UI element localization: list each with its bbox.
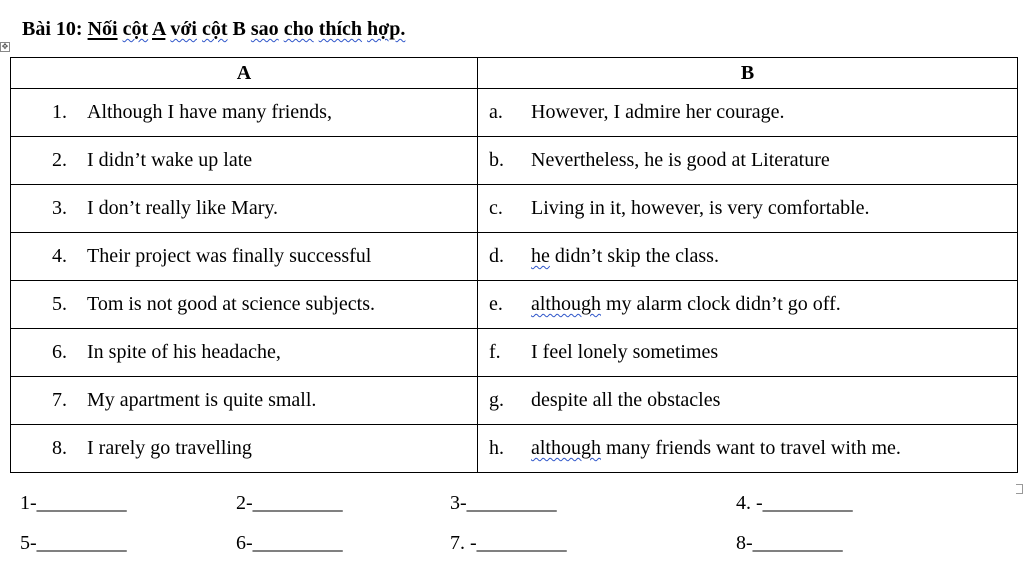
table-header-row <box>11 58 1018 89</box>
item-number: 7. <box>52 389 67 411</box>
item-text <box>515 293 841 316</box>
matching-table <box>10 57 1018 473</box>
title-word: hợp. <box>367 18 406 40</box>
title-word: Nối <box>87 18 118 40</box>
table-row <box>11 89 1018 137</box>
item-number: 5. <box>52 293 67 315</box>
answer-label: 6- <box>236 532 253 554</box>
answer-line: _________ <box>252 532 343 554</box>
item-number: 8. <box>52 437 67 459</box>
cell-b <box>478 185 1018 233</box>
table-row <box>11 185 1018 233</box>
spellcheck-word: although <box>531 437 601 459</box>
table-row <box>11 233 1018 281</box>
title-word: cột <box>122 18 149 40</box>
cell-a <box>11 89 478 137</box>
answer-line: _________ <box>752 532 843 554</box>
item-letter: a. <box>489 101 503 123</box>
table-row <box>11 281 1018 329</box>
item-text: I didn’t wake up late <box>87 149 253 171</box>
item-letter: b. <box>489 149 504 171</box>
item-text: Living in it, however, is very comfortable. <box>531 197 870 219</box>
answer-label: 3- <box>450 492 467 514</box>
item-text: My apartment is quite small. <box>87 389 317 411</box>
answer-blank[interactable] <box>450 532 567 555</box>
cell-a <box>11 185 478 233</box>
item-letter: h. <box>489 437 504 459</box>
answer-blank[interactable] <box>736 532 843 555</box>
item-number: 1. <box>52 101 67 123</box>
item-text <box>515 245 719 268</box>
answer-label: 5- <box>20 532 37 554</box>
item-text: In spite of his headache, <box>87 341 281 363</box>
table-row <box>11 137 1018 185</box>
item-text: Nevertheless, he is good at Literature <box>531 149 830 171</box>
answer-line: _________ <box>36 532 127 554</box>
answer-blank[interactable] <box>20 532 127 555</box>
spellcheck-word: he <box>531 245 550 267</box>
answer-label: 2- <box>236 492 253 514</box>
title-word: sao <box>250 18 279 40</box>
title-word: B <box>232 18 246 40</box>
cell-b <box>478 137 1018 185</box>
cell-b <box>478 89 1018 137</box>
item-number: 4. <box>52 245 67 267</box>
item-letter: g. <box>489 389 504 411</box>
item-text: I don’t really like Mary. <box>87 197 279 219</box>
cell-a <box>11 425 478 473</box>
table-row <box>11 377 1018 425</box>
answer-blank[interactable] <box>736 492 853 515</box>
answer-blank[interactable] <box>20 492 127 515</box>
title-prefix: Bài 10: <box>22 18 83 40</box>
item-text: Tom is not good at science subjects. <box>87 293 375 315</box>
answer-label: 4. - <box>736 492 763 514</box>
column-a-header: A <box>11 58 478 89</box>
item-text: I feel lonely sometimes <box>531 341 719 363</box>
answer-label: 7. - <box>450 532 477 554</box>
item-letter: f. <box>489 341 501 363</box>
answer-line: _________ <box>476 532 567 554</box>
item-text-rest: my alarm clock didn’t go off. <box>601 293 841 315</box>
answer-line: _________ <box>252 492 343 514</box>
answer-label: 1- <box>20 492 37 514</box>
title-word: A <box>152 18 166 40</box>
answer-line: _________ <box>762 492 853 514</box>
item-letter: c. <box>489 197 503 219</box>
table-row <box>11 425 1018 473</box>
item-text: I rarely go travelling <box>87 437 252 459</box>
answer-line: _________ <box>466 492 557 514</box>
title-word: cho <box>283 18 314 40</box>
item-number: 6. <box>52 341 67 363</box>
cell-b <box>478 425 1018 473</box>
item-number: 3. <box>52 197 67 219</box>
table-move-handle-icon[interactable]: ✥ <box>1 42 9 51</box>
cell-b <box>478 281 1018 329</box>
item-number: 2. <box>52 149 67 171</box>
item-text: despite all the obstacles <box>531 389 721 411</box>
cell-a <box>11 137 478 185</box>
cell-b <box>478 233 1018 281</box>
spellcheck-word: although <box>531 293 601 315</box>
item-text: However, I admire her courage. <box>531 101 785 123</box>
item-letter: e. <box>489 293 503 315</box>
answer-blank[interactable] <box>236 492 343 515</box>
item-text: Their project was finally successful <box>87 245 372 267</box>
item-text <box>515 437 901 460</box>
item-text-rest: didn’t skip the class. <box>549 245 719 267</box>
answer-line: _________ <box>36 492 127 514</box>
title-word: thích <box>318 18 363 40</box>
cell-a <box>11 281 478 329</box>
cell-a <box>11 329 478 377</box>
cell-b <box>478 377 1018 425</box>
item-text: Although I have many friends, <box>87 101 332 123</box>
exercise-title <box>22 18 405 41</box>
answer-blank[interactable] <box>236 532 343 555</box>
table-row <box>11 329 1018 377</box>
title-word: cột <box>202 18 228 40</box>
answer-blank[interactable] <box>450 492 557 515</box>
table-resize-handle[interactable] <box>1016 484 1023 494</box>
title-word: với <box>170 18 197 40</box>
cell-a <box>11 233 478 281</box>
item-letter: d. <box>489 245 504 267</box>
item-text-rest: many friends want to travel with me. <box>601 437 901 459</box>
cell-b <box>478 329 1018 377</box>
column-b-header: B <box>478 58 1018 89</box>
cell-a <box>11 377 478 425</box>
answer-label: 8- <box>736 532 753 554</box>
